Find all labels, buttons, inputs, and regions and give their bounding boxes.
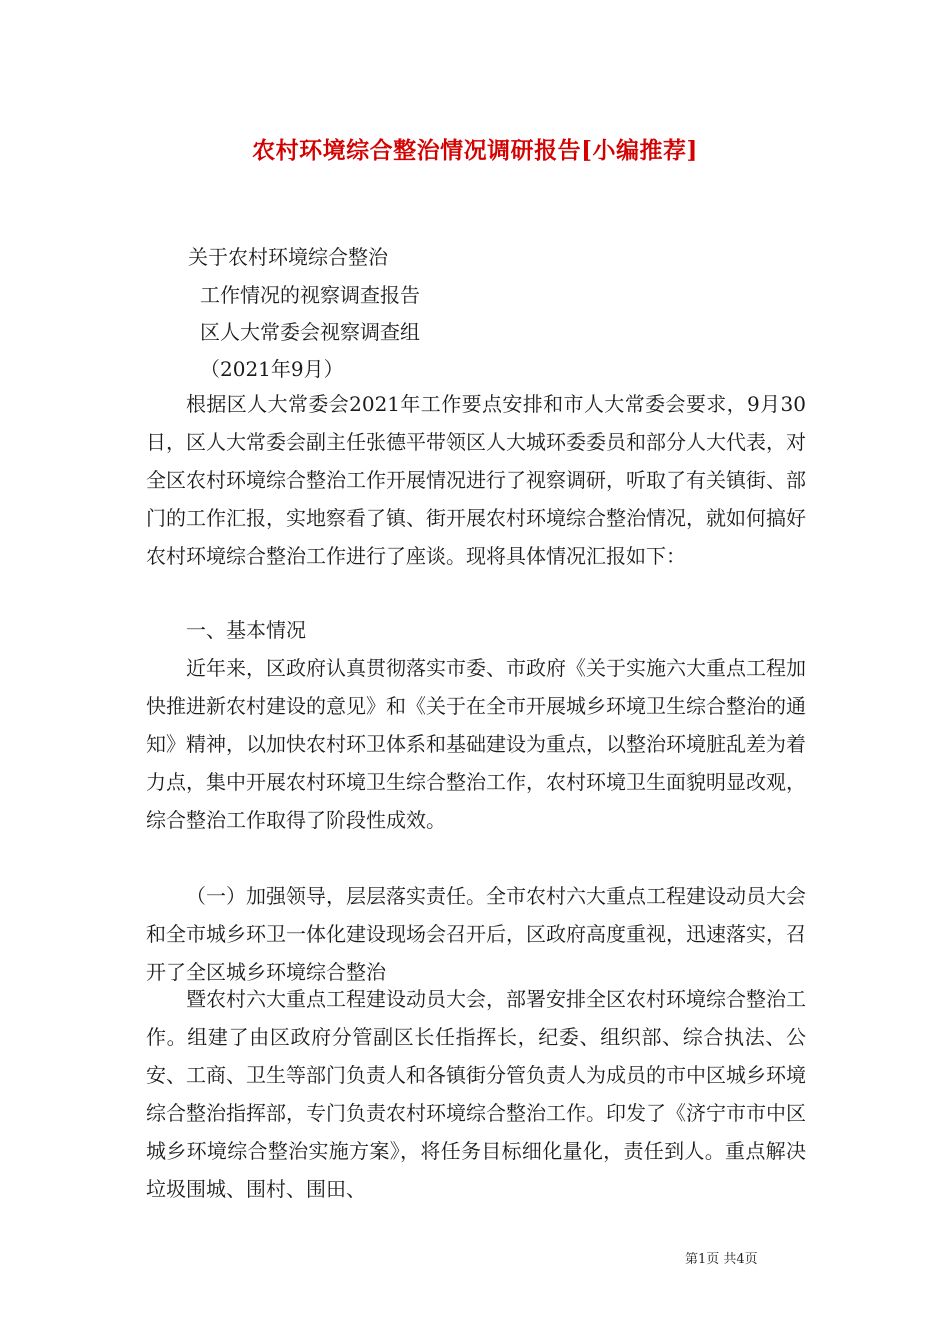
header-line-author: 区人大常委会视察调查组 (200, 320, 420, 344)
paragraph-overview: 近年来，区政府认真贯彻落实市委、市政府《关于实施六大重点工程加快推进新农村建设的意见》和《关于在全市开展城乡环境卫生综合整治的通知》精神，以加快农村环卫体系和基础建设为重点，以整治环境脏乱差为着力点，集中开展农村环境卫生综合整治工作，农村环境卫生面貌明显改观，综合整治工作取得了阶段性成效。 (146, 656, 806, 832)
paragraph-deployment: 暨农村六大重点工程建设动员大会，部署安排全区农村环境综合整治工作。组建了由区政府分管副区长任指挥长，纪委、组织部、综合执法、公安、工商、卫生等部门负责人和各镇街分管负责人为成员的市中区城乡环境综合整治指挥部，专门负责农村环境综合整治工作。印发了《济宁市市中区城乡环境综合整治实施方案》，将任务目标细化量化，责任到人。重点解决垃圾围城、围村、围田、 (146, 987, 806, 1201)
paragraph-leadership: （一）加强领导，层层落实责任。全市农村六大重点工程建设动员大会和全市城乡环卫一体化建设现场会召开后，区政府高度重视，迅速落实，召开了全区城乡环境综合整治 (146, 884, 806, 984)
header-line-date: （2021年9月） (200, 357, 344, 381)
page-number: 第1页 共4页 (685, 1252, 758, 1267)
header-line-report: 工作情况的视察调查报告 (200, 283, 420, 307)
header-line-subject: 关于农村环境综合整治 (188, 245, 388, 269)
paragraph-intro: 根据区人大常委会2021年工作要点安排和市人大常委会要求，9月30日，区人大常委会副主任张德平带领区人大城环委委员和部分人大代表，对全区农村环境综合整治工作开展情况进行了视察调研，听取了有关镇街、部门的工作汇报，实地察看了镇、街开展农村环境综合整治情况，就如何搞好农村环境综合整治工作进行了座谈。现将具体情况汇报如下： (146, 392, 806, 568)
document-title: 农村环境综合整治情况调研报告[小编推荐] (252, 137, 698, 164)
section-heading-basic: 一、基本情况 (186, 618, 306, 642)
